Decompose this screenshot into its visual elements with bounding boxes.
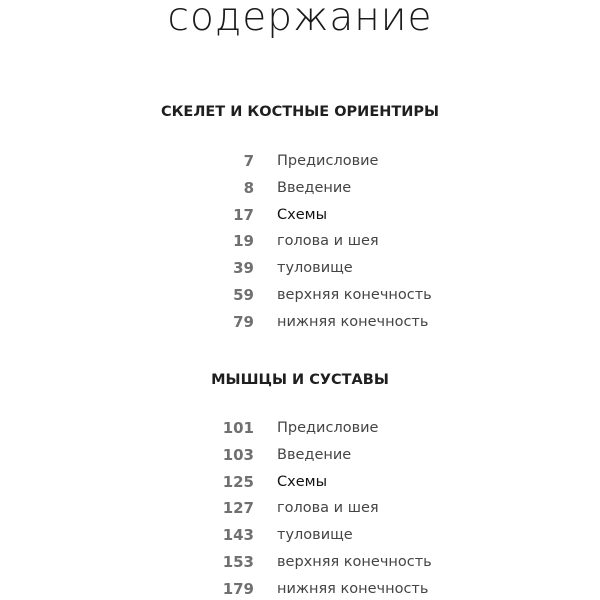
toc-entry[interactable] <box>0 495 600 522</box>
toc-entry-label: Введение <box>277 446 352 463</box>
toc-page-number: 127 <box>222 499 254 518</box>
toc-page-number: 17 <box>233 205 254 224</box>
toc-page-number: 8 <box>243 178 254 197</box>
toc-page-number: 101 <box>222 419 254 437</box>
toc-entry[interactable] <box>0 148 600 175</box>
toc-page-number: 39 <box>233 259 254 278</box>
toc-entry[interactable] <box>0 202 600 229</box>
toc-page-number: 143 <box>222 526 254 545</box>
toc-page-number: 79 <box>233 312 254 331</box>
toc-page-number: 103 <box>222 445 254 464</box>
toc-entry[interactable] <box>0 415 600 442</box>
toc-entry[interactable] <box>0 255 600 282</box>
toc-page-number: 7 <box>243 152 254 170</box>
toc-entry-label: верхняя конечность <box>277 553 432 570</box>
toc-entry[interactable] <box>0 469 600 496</box>
toc-entry[interactable] <box>0 282 600 309</box>
toc-entry-label: верхняя конечность <box>277 286 432 303</box>
toc-entry[interactable] <box>0 522 600 549</box>
toc-entry-label: туловище <box>277 527 353 544</box>
toc-entry[interactable] <box>0 309 600 336</box>
toc-entry-label: голова и шея <box>277 233 379 250</box>
toc-entry-label: нижняя конечность <box>277 313 429 330</box>
toc-entry-label: туловище <box>277 260 353 277</box>
toc-entry[interactable] <box>0 228 600 255</box>
section-entries-muscles <box>0 415 600 600</box>
toc-entry-label: Предисловие <box>277 420 379 436</box>
toc-entry-label: Введение <box>277 179 352 196</box>
toc-entry-label: Предисловие <box>277 153 379 169</box>
toc-entry-label: Схемы <box>277 473 328 490</box>
toc-page-number: 19 <box>233 232 254 251</box>
toc-page-number: 125 <box>222 472 254 491</box>
section-heading-muscles: МЫШЦЫ И СУСТАВЫ <box>211 372 389 388</box>
toc-page-number: 59 <box>233 285 254 304</box>
toc-entry-label: нижняя конечность <box>277 580 429 597</box>
section-heading-skeleton: СКЕЛЕТ И КОСТНЫЕ ОРИЕНТИРЫ <box>160 104 440 120</box>
toc-page-number: 179 <box>222 579 254 598</box>
toc-entry[interactable] <box>0 549 600 576</box>
toc-entry[interactable] <box>0 175 600 202</box>
toc-entry-label: голова и шея <box>277 500 379 517</box>
toc-page-number: 153 <box>222 552 254 571</box>
page-title: содержание <box>167 0 433 40</box>
section-entries-skeleton <box>0 148 600 336</box>
toc-entry[interactable] <box>0 576 600 600</box>
toc-entry[interactable] <box>0 442 600 469</box>
toc-entry-label: Схемы <box>277 206 328 223</box>
